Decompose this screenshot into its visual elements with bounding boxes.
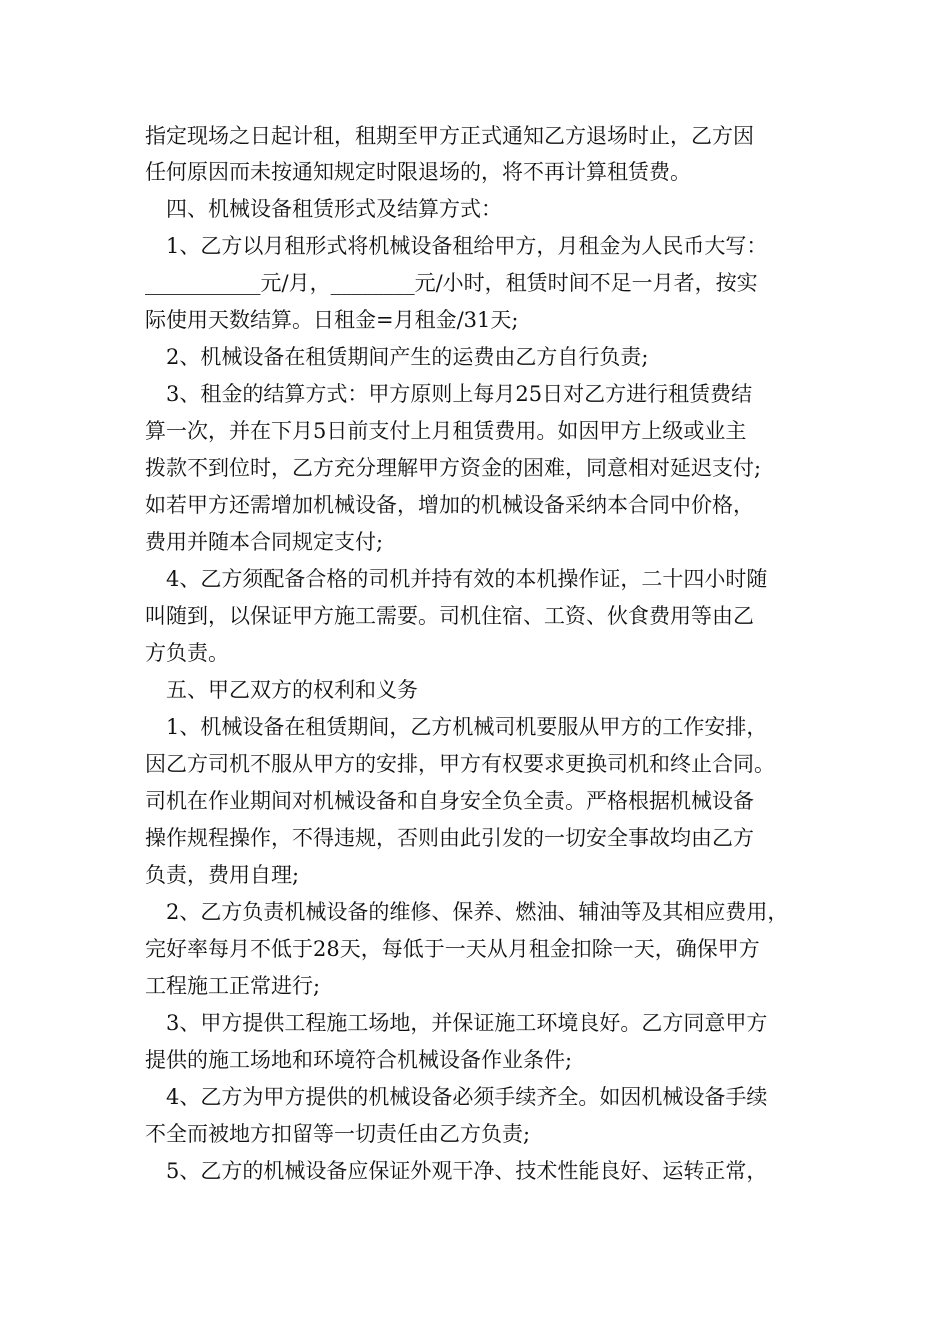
section-heading: 四、机械设备租赁形式及结算方式： — [145, 197, 502, 221]
text-line: 际使用天数结算。日租金=月租金/31天; — [145, 308, 519, 332]
text-line: 如若甲方还需增加机械设备，增加的机械设备采纳本合同中价格， — [145, 493, 754, 517]
text-line: 方负责。 — [145, 641, 229, 665]
text-line: 操作规程操作，不得违规，否则由此引发的一切安全事故均由乙方 — [145, 826, 754, 850]
text-line: 提供的施工场地和环境符合机械设备作业条件; — [145, 1048, 573, 1072]
text-line: 任何原因而未按通知规定时限退场的，将不再计算租赁费。 — [145, 160, 691, 184]
text-line: 拨款不到位时，乙方充分理解甲方资金的困难，同意相对延迟支付; — [145, 456, 762, 480]
text-line: 负责，费用自理; — [145, 863, 300, 887]
text-line: 工程施工正常进行; — [145, 974, 321, 998]
text-line: 费用并随本合同规定支付; — [145, 530, 384, 554]
text-line: 指定现场之日起计租，租期至甲方正式通知乙方退场时止，乙方因 — [145, 124, 754, 148]
text-line: 3、租金的结算方式：甲方原则上每月25日对乙方进行租赁费结 — [145, 382, 753, 406]
text-line: 因乙方司机不服从甲方的安排，甲方有权要求更换司机和终止合同。 — [145, 752, 775, 776]
text-line: 司机在作业期间对机械设备和自身安全负全责。严格根据机械设备 — [145, 789, 754, 813]
text-line: 不全而被地方扣留等一切责任由乙方负责; — [145, 1122, 531, 1146]
text-line: 2、乙方负责机械设备的维修、保养、燃油、辅油等及其相应费用， — [145, 900, 789, 924]
text-line: ___________元/月，________元/小时，租赁时间不足一月者，按实 — [145, 271, 758, 295]
text-line: 2、机械设备在租赁期间产生的运费由乙方自行负责; — [145, 345, 649, 369]
text-line: 4、乙方为甲方提供的机械设备必须手续齐全。如因机械设备手续 — [145, 1085, 768, 1109]
text-line: 完好率每月不低于28天，每低于一天从月租金扣除一天，确保甲方 — [145, 937, 760, 961]
text-line: 1、乙方以月租形式将机械设备租给甲方，月租金为人民币大写： — [145, 234, 768, 258]
text-line: 5、乙方的机械设备应保证外观干净、技术性能良好、运转正常， — [145, 1159, 768, 1183]
text-line: 1、机械设备在租赁期间，乙方机械司机要服从甲方的工作安排， — [145, 715, 768, 739]
text-line: 4、乙方须配备合格的司机并持有效的本机操作证，二十四小时随 — [145, 567, 768, 591]
section-heading: 五、甲乙双方的权利和义务 — [145, 678, 418, 702]
text-line: 叫随到，以保证甲方施工需要。司机住宿、工资、伙食费用等由乙 — [145, 604, 754, 628]
text-line: 3、甲方提供工程施工场地，并保证施工环境良好。乙方同意甲方 — [145, 1011, 768, 1035]
text-line: 算一次，并在下月5日前支付上月租赁费用。如因甲方上级或业主 — [145, 419, 747, 443]
